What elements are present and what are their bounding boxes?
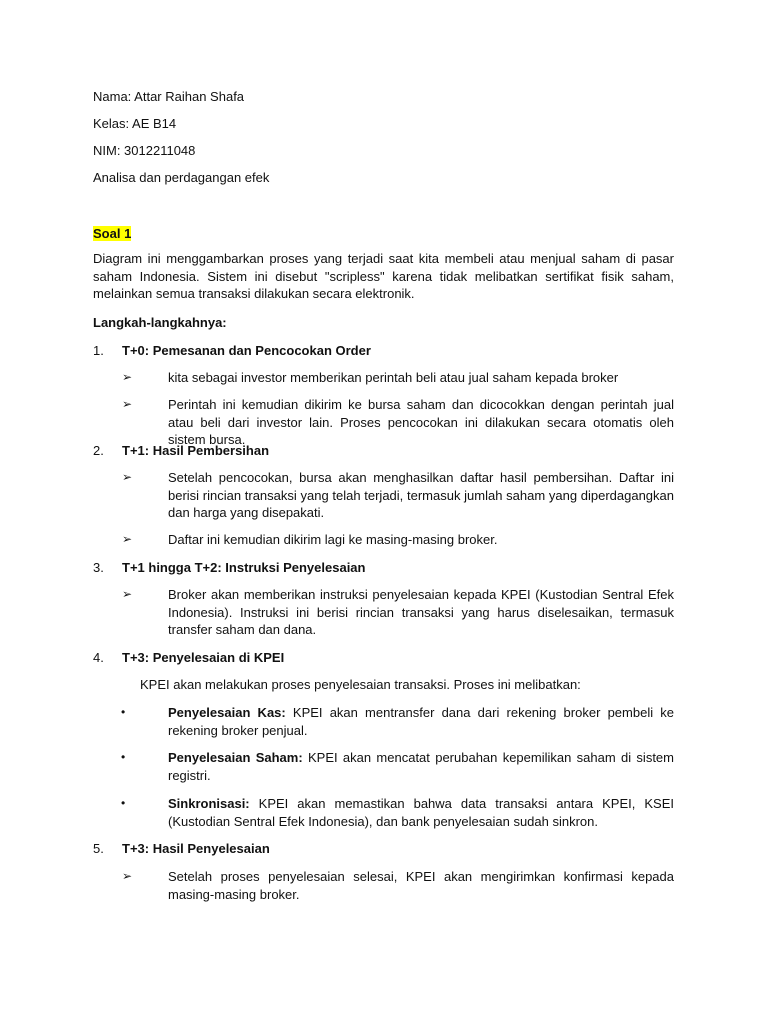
bullet-text: Daftar ini kemudian dikirim lagi ke masing-masing broker.: [168, 532, 498, 547]
arrow-bullet-icon: ➢: [122, 869, 133, 883]
sub-item-text: KPEI akan mentransfer dana dari rekening broker pembeli ke rekening broker penjual.: [168, 705, 674, 738]
intro-paragraph: Diagram ini menggambarkan proses yang terjadi saat kita membeli atau menjual saham di pasar saham Indonesia. Sistem ini disebut "scripless" karena tidak melibatkan sertifikat fisik saham, melainkan semua transaksi dilakukan secara elektronik.: [93, 251, 674, 301]
student-name: Nama: Attar Raihan Shafa: [93, 89, 245, 104]
section-title: [93, 225, 131, 242]
student-class: Kelas: AE B14: [93, 116, 177, 131]
bullet-text: Broker akan memberikan instruksi penyelesaian kepada KPEI (Kustodian Sentral Efek Indonesia). Instruksi ini berisi rincian transaksi yang harus diselesaikan, termasuk transfer saham dan dana.: [168, 587, 674, 637]
student-nim: NIM: 3012211048: [93, 143, 196, 158]
sub-item-label: Penyelesaian Kas:: [168, 705, 286, 720]
arrow-bullet-icon: ➢: [122, 532, 133, 546]
dot-bullet-icon: •: [121, 796, 126, 810]
bullet-text: kita sebagai investor memberikan perintah beli atau jual saham kepada broker: [168, 370, 619, 385]
arrow-bullet-icon: ➢: [122, 370, 133, 384]
step-number: 3.: [93, 560, 104, 575]
step-title: T+3: Penyelesaian di KPEI: [122, 650, 285, 665]
course-title: Analisa dan perdagangan efek: [93, 170, 270, 185]
sub-item-text: KPEI akan mencatat perubahan kepemilikan saham di sistem registri.: [168, 750, 674, 783]
bullet-text: Perintah ini kemudian dikirim ke bursa saham dan dicocokkan dengan perintah jual atau beli dari investor lain. Proses pencocokan ini dilakukan secara otomatis oleh sistem bursa.: [168, 397, 674, 447]
dot-bullet-icon: •: [121, 750, 126, 764]
step-title: T+1 hingga T+2: Instruksi Penyelesaian: [122, 560, 366, 575]
steps-heading: Langkah-langkahnya:: [93, 315, 227, 330]
sub-item: [168, 795, 674, 830]
bullet-text: Setelah proses penyelesaian selesai, KPEI akan mengirimkan konfirmasi kepada masing-masing broker.: [168, 869, 674, 902]
step-title: T+1: Hasil Pembersihan: [122, 443, 270, 458]
step-title: T+3: Hasil Penyelesaian: [122, 841, 270, 856]
sub-item-label: Penyelesaian Saham:: [168, 750, 303, 765]
sub-item-label: Sinkronisasi:: [168, 796, 250, 811]
step-title: T+0: Pemesanan dan Pencocokan Order: [122, 343, 371, 358]
arrow-bullet-icon: ➢: [122, 587, 133, 601]
section-title-text: Soal 1: [93, 226, 132, 241]
step-number: 4.: [93, 650, 104, 665]
sub-item: [168, 704, 674, 739]
step-number: 1.: [93, 343, 104, 358]
arrow-bullet-icon: ➢: [122, 397, 133, 411]
sub-item-text: KPEI akan memastikan bahwa data transaksi antara KPEI, KSEI (Kustodian Sentral Efek Indonesia), dan bank penyelesaian sudah sinkron.: [168, 796, 674, 829]
step-number: 2.: [93, 443, 104, 458]
bullet-text: Setelah pencocokan, bursa akan menghasilkan daftar hasil pembersihan. Daftar ini berisi rincian transaksi yang telah terjadi, termasuk jumlah saham yang diperdagangkan dan harga yang disepakati.: [168, 470, 674, 520]
sub-item: [168, 749, 674, 784]
step-intro: KPEI akan melakukan proses penyelesaian transaksi. Proses ini melibatkan:: [140, 677, 581, 692]
dot-bullet-icon: •: [121, 705, 126, 719]
step-number: 5.: [93, 841, 104, 856]
arrow-bullet-icon: ➢: [122, 470, 133, 484]
